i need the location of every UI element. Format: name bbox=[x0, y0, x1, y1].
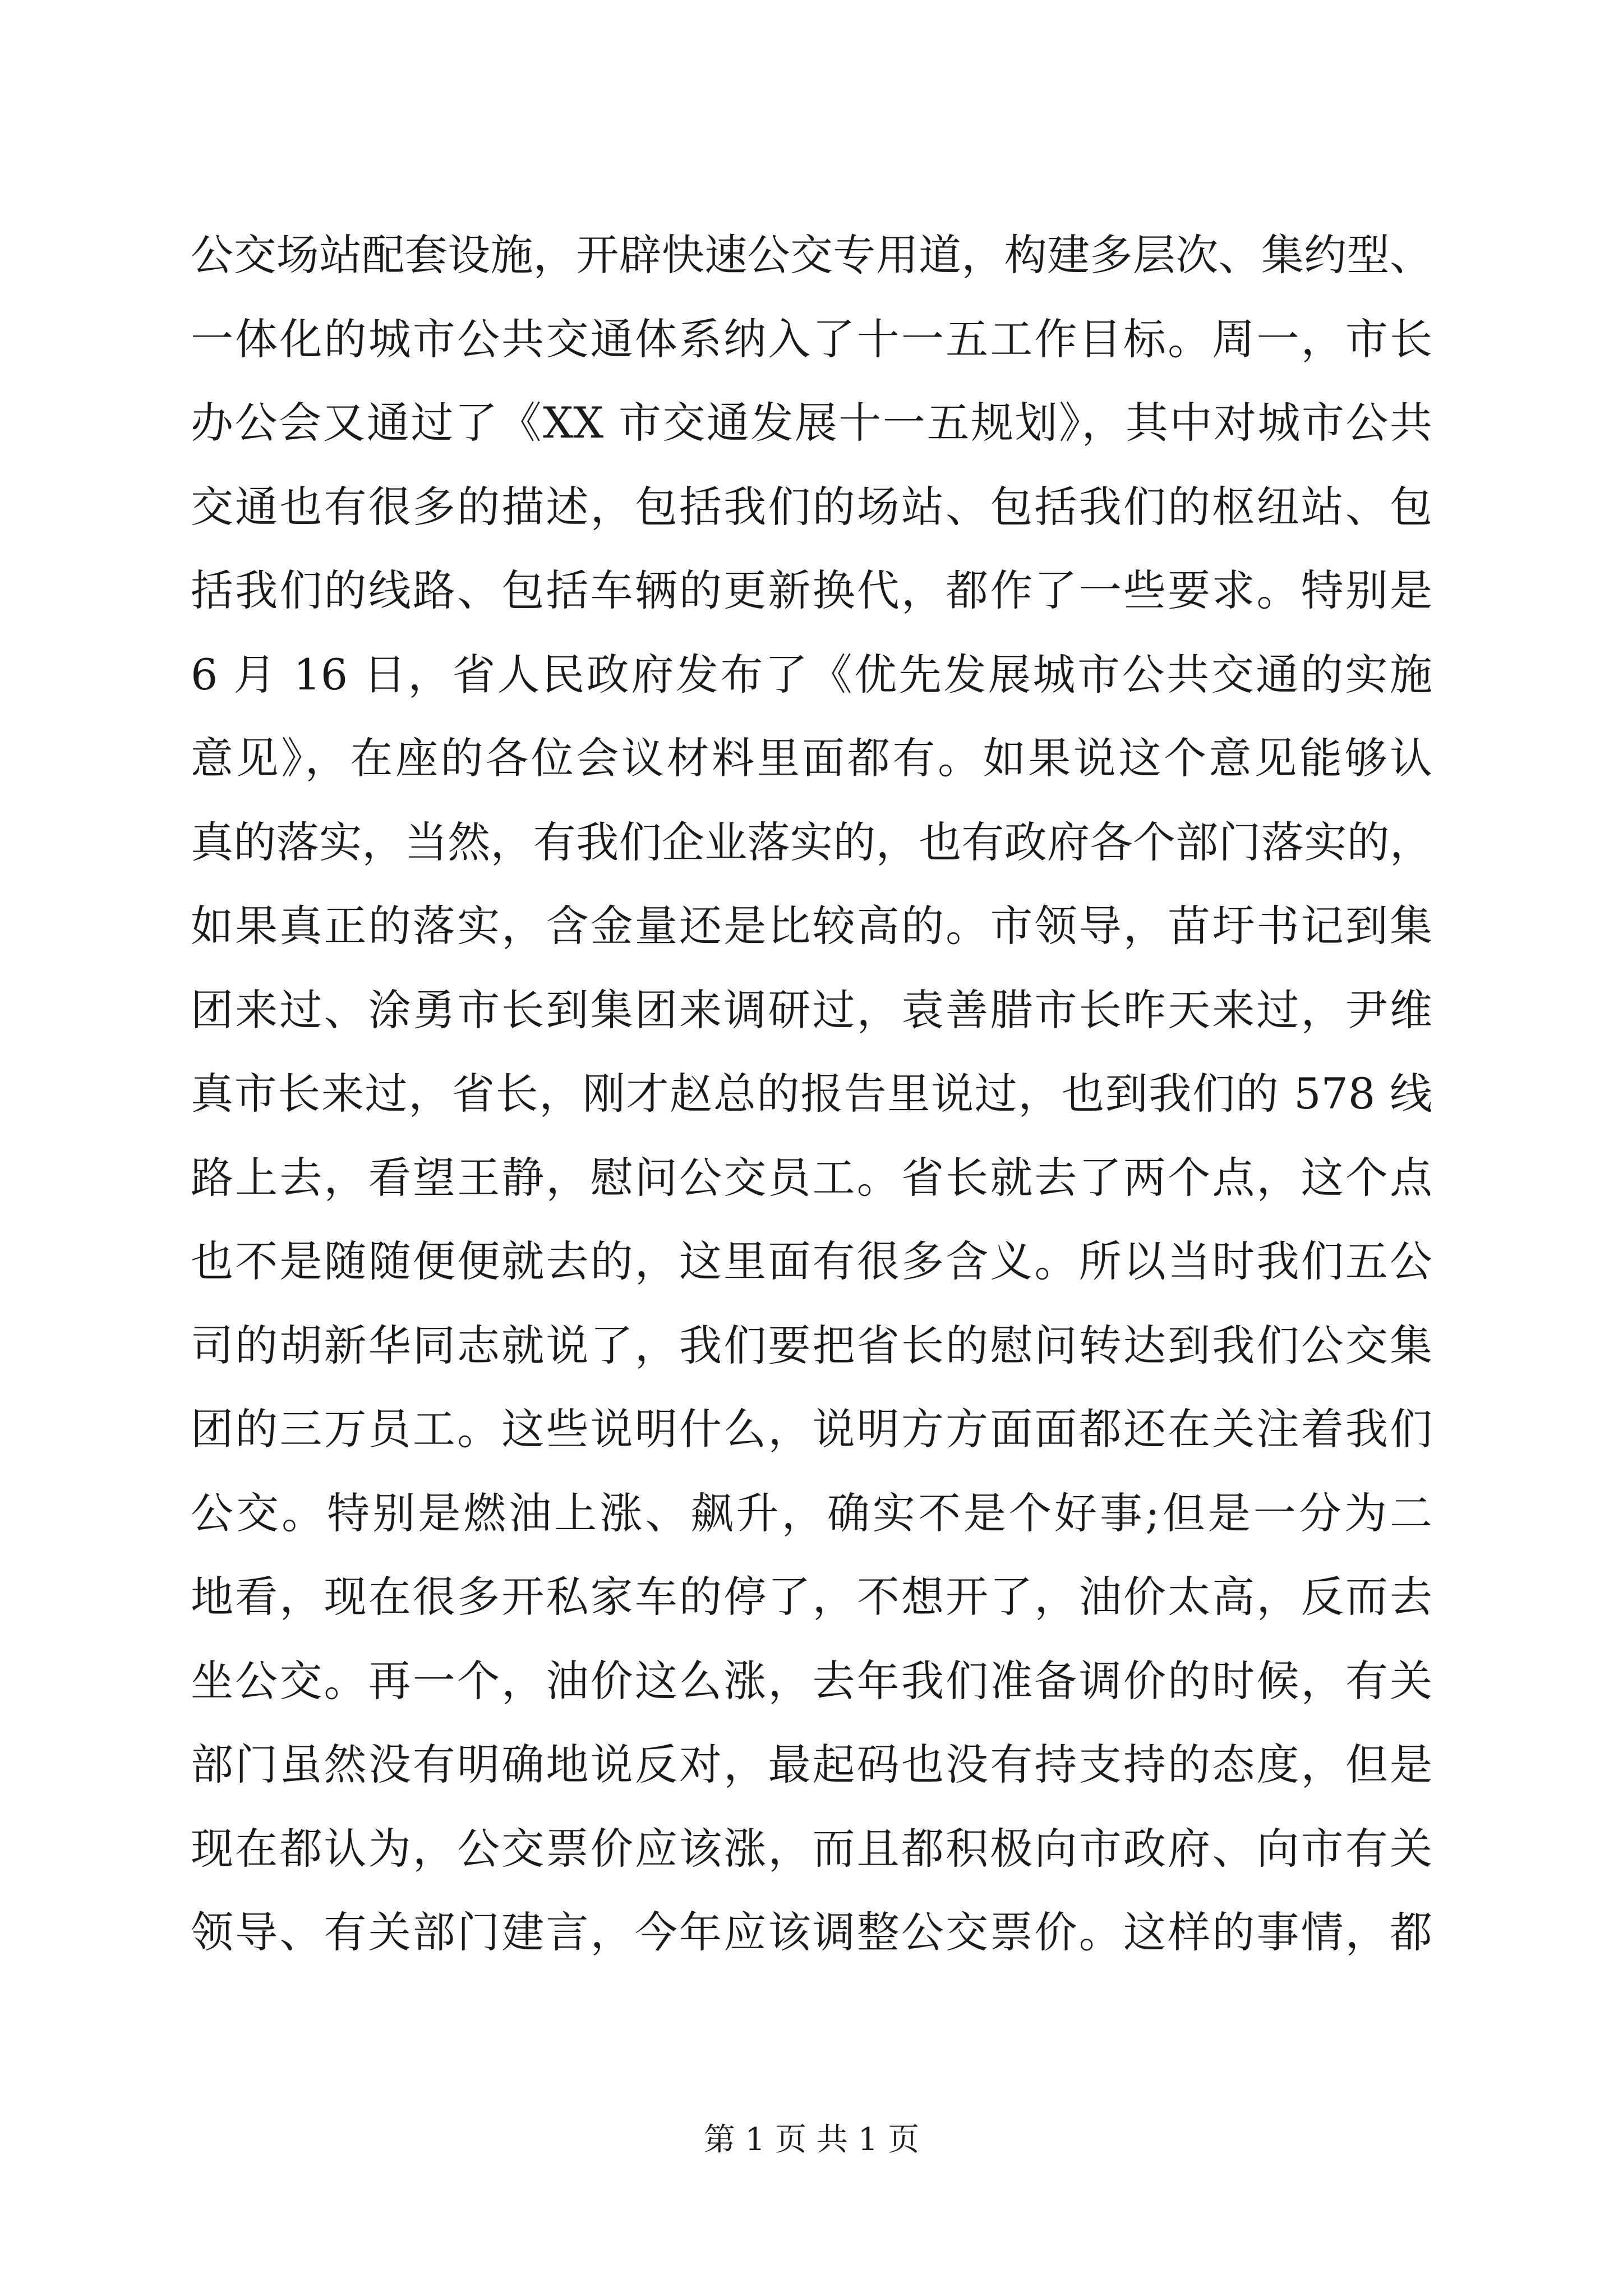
text-line: 办公会又通过了《XX 市交通发展十一五规划》，其中对城市公共 bbox=[191, 398, 1432, 448]
page-number-footer: 第 1 页 共 1 页 bbox=[703, 2122, 920, 2158]
text-line: 领导、有关部门建言，今年应该调整公交票价。这样的事情，都 bbox=[191, 1907, 1432, 1957]
text-line: 部门虽然没有明确地说反对，最起码也没有持支持的态度，但是 bbox=[191, 1740, 1432, 1789]
text-line: 司的胡新华同志就说了，我们要把省长的慰问转达到我们公交集 bbox=[191, 1320, 1432, 1370]
text-line: 真的落实，当然，有我们企业落实的，也有政府各个部门落实的， bbox=[191, 817, 1432, 867]
text-line: 公交场站配套设施，开辟快速公交专用道，构建多层次、集约型、 bbox=[191, 230, 1432, 280]
body-text bbox=[191, 213, 1432, 1975]
text-line: 6 月 16 日，省人民政府发布了《优先发展城市公共交通的实施 bbox=[191, 649, 1432, 700]
text-line: 交通也有很多的描述，包括我们的场站、包括我们的枢纽站、包 bbox=[191, 481, 1432, 532]
text-line: 公交。特别是燃油上涨、飙升，确实不是个好事;但是一分为二 bbox=[191, 1488, 1432, 1538]
text-line: 真市长来过，省长，刚才赵总的报告里说过，也到我们的 578 线 bbox=[191, 1069, 1432, 1119]
text-line: 地看，现在很多开私家车的停了，不想开了，油价太高，反而去 bbox=[191, 1572, 1432, 1622]
text-line: 一体化的城市公共交通体系纳入了十一五工作目标。周一，市长 bbox=[191, 314, 1432, 364]
text-line: 如果真正的落实，含金量还是比较高的。市领导，苗圩书记到集 bbox=[191, 901, 1432, 951]
text-line: 团的三万员工。这些说明什么，说明方方面面都还在关注着我们 bbox=[191, 1404, 1432, 1454]
text-line: 坐公交。再一个，油价这么涨，去年我们准备调价的时候，有关 bbox=[191, 1655, 1432, 1706]
text-line: 路上去，看望王静，慰问公交员工。省长就去了两个点，这个点 bbox=[191, 1152, 1432, 1203]
text-line: 现在都认为，公交票价应该涨，而且都积极向市政府、向市有关 bbox=[191, 1823, 1432, 1874]
text-line: 意见》，在座的各位会议材料里面都有。如果说这个意见能够认 bbox=[191, 733, 1432, 783]
text-line: 团来过、涂勇市长到集团来调研过，袁善腊市长昨天来过，尹维 bbox=[191, 984, 1432, 1035]
text-line: 也不是随随便便就去的，这里面有很多含义。所以当时我们五公 bbox=[191, 1236, 1432, 1286]
text-line: 括我们的线路、包括车辆的更新换代，都作了一些要求。特别是 bbox=[191, 565, 1432, 615]
